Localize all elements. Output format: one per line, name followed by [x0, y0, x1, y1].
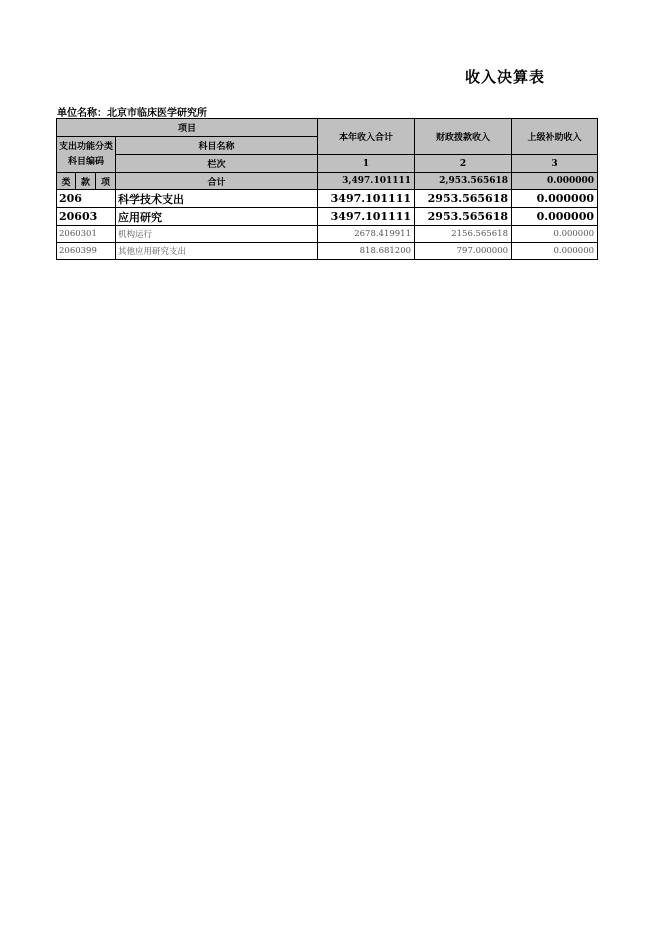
- row-col3: 0.000000: [512, 190, 598, 208]
- row-col2: 797.000000: [415, 243, 512, 260]
- row-code: 20603: [57, 208, 116, 226]
- row-col2: 2953.565618: [415, 208, 512, 226]
- table-row: [57, 208, 598, 226]
- table-row: [57, 190, 598, 208]
- col3-header: 上级补助收入: [512, 119, 598, 155]
- unit-name-label: 单位名称：北京市临床医学研究所: [57, 108, 207, 119]
- xiang-header: 项: [96, 173, 116, 190]
- row-col1: 2678.419911: [318, 226, 415, 243]
- row-col3: 0.000000: [512, 226, 598, 243]
- kuan-header: 款: [76, 173, 96, 190]
- col-label-header: 栏次: [116, 155, 318, 173]
- row-col1: 3497.101111: [318, 208, 415, 226]
- total-col3: 0.000000: [512, 173, 598, 190]
- col2-header: 财政拨款收入: [415, 119, 512, 155]
- row-col3: 0.000000: [512, 243, 598, 260]
- row-col2: 2953.565618: [415, 190, 512, 208]
- row-name: 应用研究: [116, 208, 318, 226]
- subject-name-header: 科目名称: [116, 137, 318, 155]
- row-name: 其他应用研究支出: [116, 243, 318, 260]
- subject-code-header: 支出功能分类科目编码: [57, 137, 116, 173]
- row-code: 206: [57, 190, 116, 208]
- lei-header: 类: [57, 173, 76, 190]
- table-row: [57, 243, 598, 260]
- total-col2: 2,953.565618: [415, 173, 512, 190]
- row-col2: 2156.565618: [415, 226, 512, 243]
- income-table: [56, 118, 598, 260]
- total-label: 合计: [116, 173, 318, 190]
- col1-number: 1: [318, 155, 415, 173]
- col3-number: 3: [512, 155, 598, 173]
- row-col1: 3497.101111: [318, 190, 415, 208]
- page-title: 收入决算表: [465, 68, 546, 86]
- project-header: 项目: [57, 119, 318, 137]
- row-col1: 818.681200: [318, 243, 415, 260]
- table-row: [57, 226, 598, 243]
- row-col3: 0.000000: [512, 208, 598, 226]
- row-code: 2060301: [57, 226, 116, 243]
- row-name: 机构运行: [116, 226, 318, 243]
- col1-header: 本年收入合计: [318, 119, 415, 155]
- total-col1: 3,497.101111: [318, 173, 415, 190]
- row-name: 科学技术支出: [116, 190, 318, 208]
- col2-number: 2: [415, 155, 512, 173]
- row-code: 2060399: [57, 243, 116, 260]
